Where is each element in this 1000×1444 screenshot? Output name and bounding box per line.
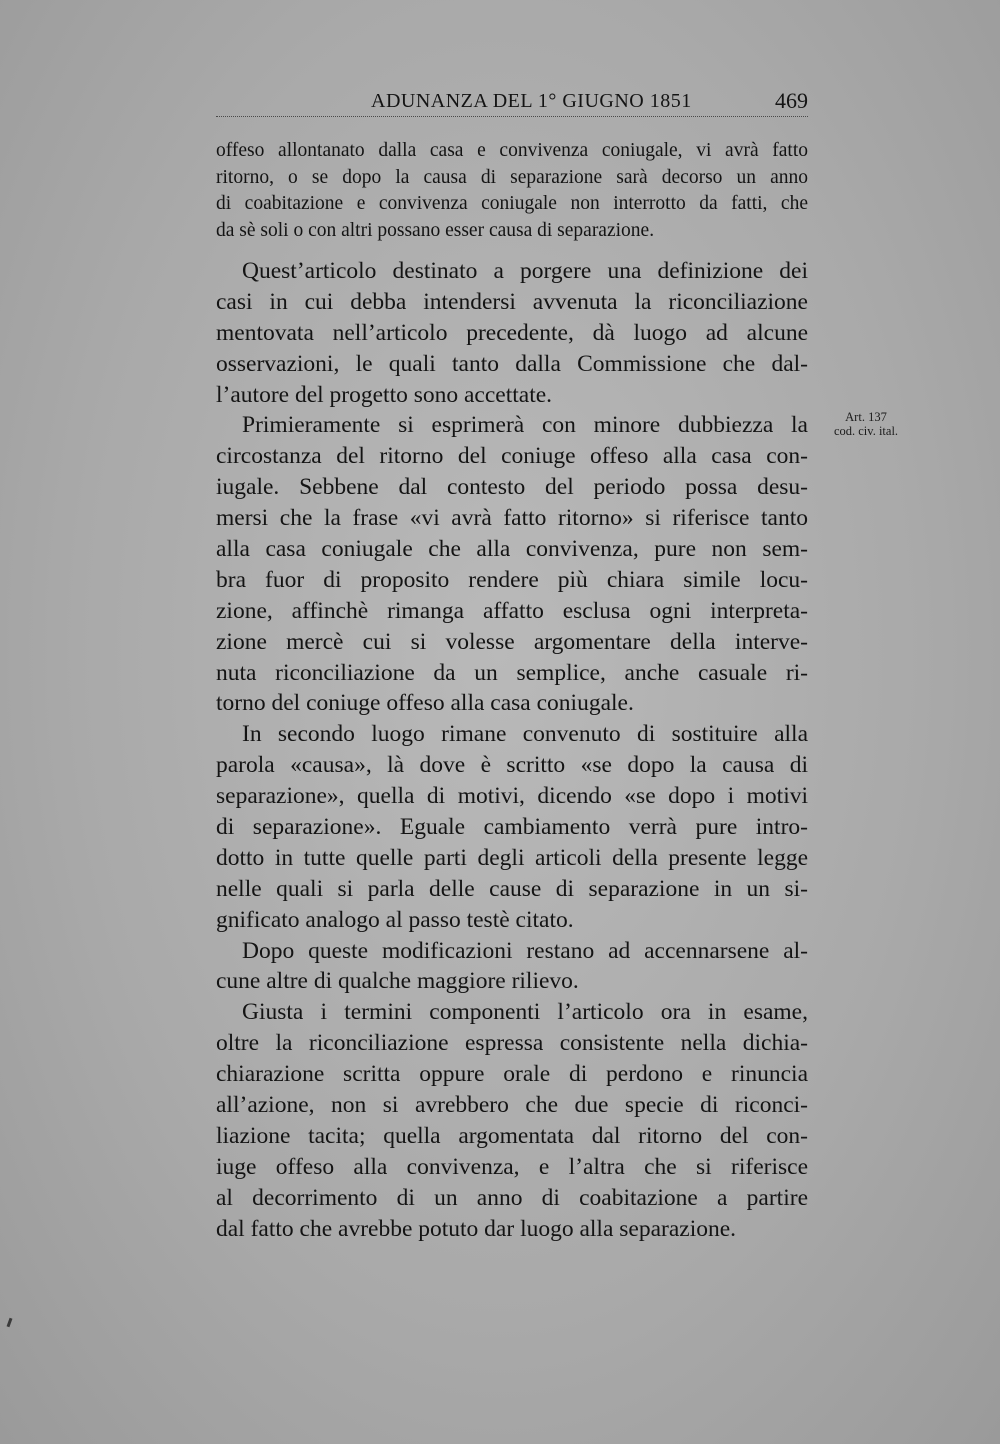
margin-note xyxy=(816,410,916,438)
text-line: Dopo queste modificazioni restano ad accennarsene al- xyxy=(242,937,808,964)
text-line: nelle quali si parla delle cause di separazione in un si- xyxy=(216,875,808,902)
text-line: dal fatto che avrebbe potuto dar luogo alla separazione. xyxy=(216,1215,737,1242)
page-header xyxy=(216,86,808,120)
text-line: Primieramente si esprimerà con minore dubbiezza la xyxy=(242,412,808,439)
text-line: nuta riconciliazione da un semplice, anche casuale ri- xyxy=(216,659,808,686)
text-line: chiarazione scritta oppure orale di perdono e rinuncia xyxy=(216,1061,808,1088)
text-line: iuge offeso alla convivenza, e l’altra che si riferisce xyxy=(216,1153,808,1180)
text-line: dotto in tutte quelle parti degli articoli della presente legge xyxy=(216,844,808,871)
text-line: In secondo luogo rimane convenuto di sostituire alla xyxy=(242,721,808,748)
quote-line: offeso allontanato dalla casa e convivenza coniugale, vi avrà fatto xyxy=(216,140,808,161)
text-line: cune altre di qualche maggiore rilievo. xyxy=(216,968,579,995)
text-line: zione, affinchè rimanga affatto esclusa ogni interpreta- xyxy=(216,597,808,624)
text-line: Giusta i termini componenti l’articolo ora in esame, xyxy=(242,999,808,1026)
body-text xyxy=(216,256,808,1245)
text-line: mentovata nell’articolo precedente, dà luogo ad alcune xyxy=(216,319,808,346)
quote-line: ritorno, o se dopo la causa di separazione sarà decorso un anno xyxy=(216,166,808,188)
quote-line: di coabitazione e convivenza coniugale non interrotto da fatti, che xyxy=(216,193,808,214)
text-line: liazione tacita; quella argomentata dal ritorno del con- xyxy=(216,1122,808,1149)
text-line: di separazione». Eguale cambiamento verrà pure intro- xyxy=(216,814,808,841)
page-number: 469 xyxy=(775,88,808,113)
text-line: oltre la riconciliazione espressa consistente nella dichia- xyxy=(216,1030,808,1057)
text-line: gnificato analogo al passo testè citato. xyxy=(216,906,574,933)
text-line: torno del coniuge offeso alla casa coniugale. xyxy=(216,690,634,717)
text-line: zione mercè cui si volesse argomentare della interve- xyxy=(216,628,808,655)
margin-note-line: Art. 137 xyxy=(845,410,887,424)
text-line: circostanza del ritorno del coniuge offeso alla casa con- xyxy=(216,443,808,470)
text-line: iugale. Sebbene dal contesto del periodo possa desu- xyxy=(216,474,808,501)
quote-line: da sè soli o con altri possano esser causa di separazione. xyxy=(216,219,655,241)
running-title: ADUNANZA DEL 1° GIUGNO 1851 xyxy=(371,90,692,112)
text-line: mersi che la frase «vi avrà fatto ritorno» si riferisce tanto xyxy=(216,505,808,532)
text-line: Quest’articolo destinato a porgere una definizione dei xyxy=(242,258,808,284)
text-line: alla casa coniugale che alla convivenza, pure non sem- xyxy=(216,536,808,563)
margin-note-line: cod. civ. ital. xyxy=(833,424,899,438)
ink-speck xyxy=(7,1318,13,1327)
text-line: al decorrimento di un anno di coabitazione a partire xyxy=(216,1184,808,1211)
text-line: osservazioni, le quali tanto dalla Commissione che dal- xyxy=(216,350,808,377)
text-line: casi in cui debba intendersi avvenuta la riconciliazione xyxy=(216,288,808,315)
quoted-article-text xyxy=(216,138,808,244)
text-line: separazione», quella di motivi, dicendo «se dopo i motivi xyxy=(216,783,808,810)
text-line: l’autore del progetto sono accettate. xyxy=(216,381,553,408)
text-line: parola «causa», là dove è scritto «se dopo la causa di xyxy=(216,752,808,779)
header-rule xyxy=(216,116,808,117)
text-line: bra fuor di proposito rendere più chiara simile locu- xyxy=(216,566,808,593)
text-line: all’azione, non si avrebbero che due specie di riconci- xyxy=(216,1092,808,1119)
